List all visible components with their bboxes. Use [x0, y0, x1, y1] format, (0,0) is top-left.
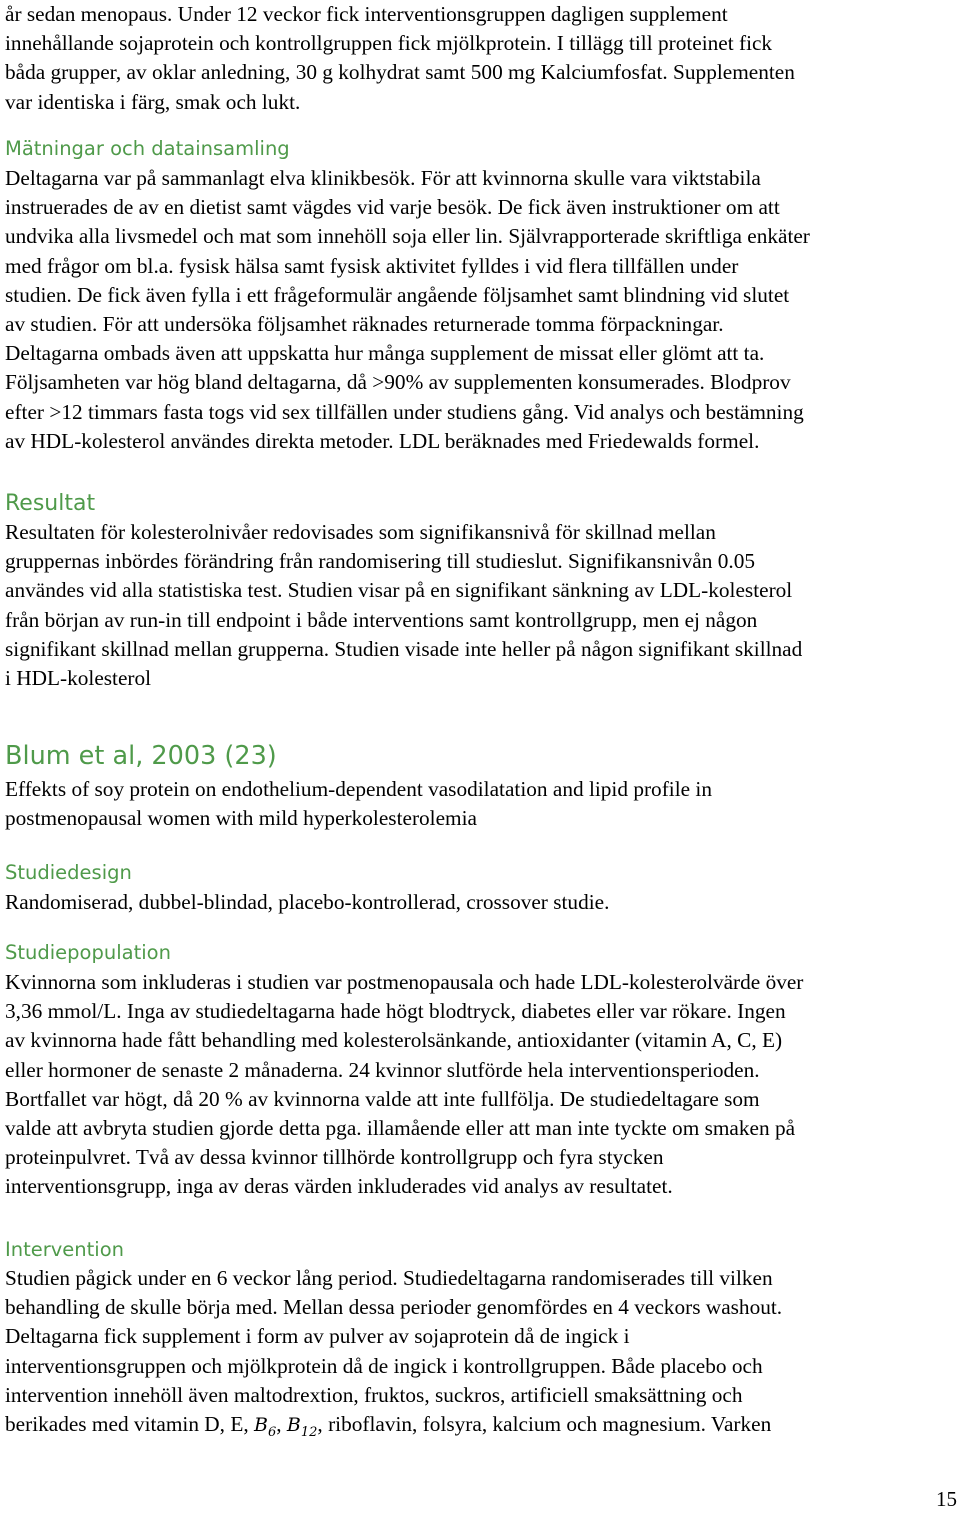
heading-study: Blum et al, 2003 (23) — [5, 741, 277, 771]
paragraph-matningar: Deltagarna var på sammanlagt elva klinikbesök. För att kvinnorna skulle vara viktstabila instruerades de av en dietist samt vägdes vid varje besök. De fick även instruktioner om att undvika alla livsmedel och mat som innehöll soja eller lin. Självrapporterade skriftliga enkäter med frågor om bl.a. fysisk hälsa samt fysisk aktivitet fylldes i vid flera tillfällen under studien. De fick även fylla i ett frågeformulär angående följsamhet samt blindning vid slutet av studien. För att undersöka följsamhet räknades returnerade tomma förpackningar. Deltagarna ombads även att uppskatta hur många supplement de missat eller glömt att ta. Följsamheten var hög bland deltagarna, då >90% av supplementen konsumerades. Blodprov efter >12 timmars fasta togs vid sex tillfällen under studiens gång. Vid analys och bestämning av HDL-kolesterol användes direkta metoder. LDL beräknades med Friedewalds formel. — [5, 166, 810, 453]
paragraph-studiedesign: Randomiserad, dubbel-blindad, placebo-kontrollerad, crossover studie. — [5, 890, 610, 914]
last-line-start: berikades med vitamin D, E, — [5, 1412, 254, 1436]
vitamin-separator: , — [276, 1412, 287, 1436]
document-page — [5, 0, 960, 1514]
page-number: 15 — [936, 1487, 957, 1511]
heading-resultat: Resultat — [5, 491, 96, 516]
study-title: Effekts of soy protein on endothelium-dependent vasodilatation and lipid profile in postmenopausal women with mild hyperkolesterolemia — [5, 777, 712, 831]
paragraph-intervention-last-line — [5, 1410, 960, 1447]
heading-intervention: Intervention — [5, 1238, 125, 1261]
b12-letter: B — [286, 1414, 301, 1436]
paragraph-resultat: Resultaten för kolesterolnivåer redovisades som signifikansnivå för skillnad mellan gruppernas inbördes förändring från randomisering till studieslut. Signifikansnivån 0.05 användes vid alla statistiska test. Studien visar på en signifikant sänkning av LDL-kolesterol från början av run-in till endpoint i både interventions samt kontrollgrupp, men ej någon signifikant skillnad mellan grupperna. Studien visade inte heller på någon signifikant skillnad i HDL-kolesterol — [5, 520, 803, 691]
intro-paragraph: år sedan menopaus. Under 12 veckor fick interventionsgruppen dagligen supplement innehållande sojaprotein och kontrollgruppen fick mjölkprotein. I tillägg till proteinet fick båda grupper, av oklar anledning, 30 g kolhydrat samt 500 mg Kalciumfosfat. Supplementen var identiska i färg, smak och lukt. — [5, 2, 795, 114]
paragraph-studiepopulation: Kvinnorna som inkluderas i studien var postmenopausala och hade LDL-kolesterolvärde över 3,36 mmol/L. Inga av studiedeltagarna hade högt blodtryck, diabetes eller var rökare. Ingen av kvinnorna hade fått behandling med kolesterolsänkande, antioxidanter (vitamin A, C, E) eller hormoner de senaste 2 månaderna. 24 kvinnor slutförde hela interventionsperioden. Bortfallet var högt, då 20 % av kvinnorna valde att inte fullfölja. De studiedeltagare som valde att avbryta studien gjorde detta pga. illamående eller att man inte tyckte om smaken på proteinpulvret. Två av dessa kvinnor tillhörde kontrollgrupp och fyra stycken interventionsgrupp, inga av deras värden inkluderades vid analys av resultatet. — [5, 970, 804, 1199]
heading-studiepopulation: Studiepopulation — [5, 941, 171, 964]
heading-studiedesign: Studiedesign — [5, 861, 132, 884]
vitamin-b6 — [254, 1414, 277, 1440]
vitamin-b12 — [286, 1414, 318, 1440]
b6-subscript: 6 — [267, 1424, 277, 1440]
b12-subscript: 12 — [300, 1424, 318, 1440]
heading-matningar: Mätningar och datainsamling — [5, 137, 290, 160]
last-line-end: , riboflavin, folsyra, kalcium och magnesium. Varken — [317, 1412, 772, 1436]
b6-letter: B — [254, 1414, 268, 1436]
paragraph-intervention: Studien pågick under en 6 veckor lång period. Studiedeltagarna randomiserades till vilken behandling de skulle börja med. Mellan dessa perioder genomfördes en 4 veckors washout. Deltagarna fick supplement i form av pulver av sojaprotein då de ingick i interventionsgruppen och mjölkprotein då de ingick i kontrollgruppen. Både placebo och intervention innehöll även maltodrextion, fruktos, suckros, artificiell smaksättning och — [5, 1266, 783, 1407]
